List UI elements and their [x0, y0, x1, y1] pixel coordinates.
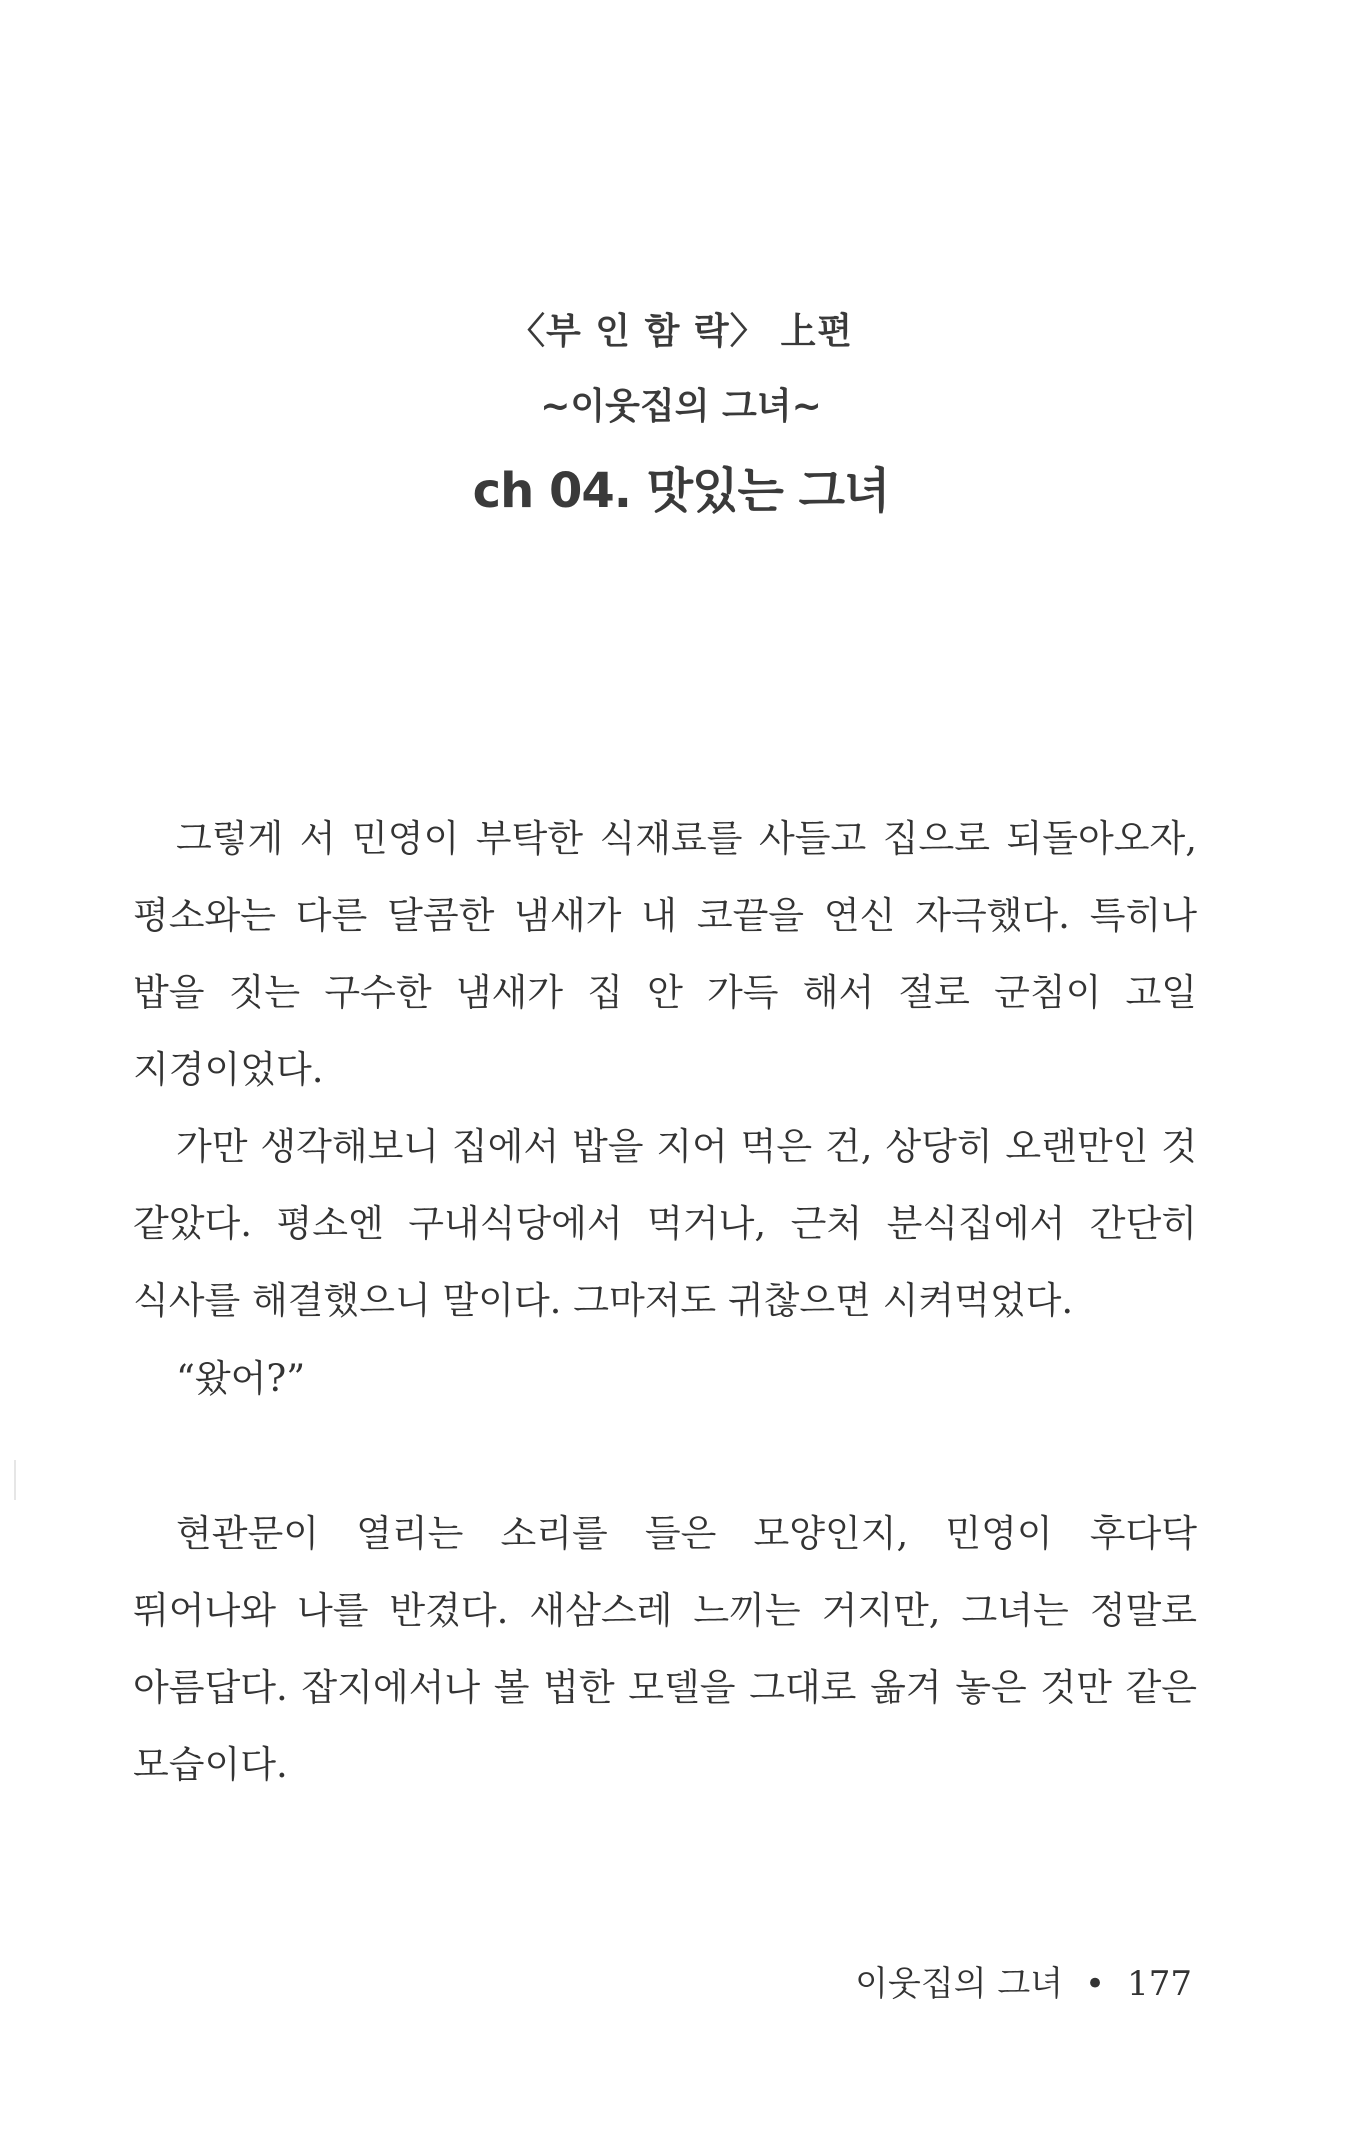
- page-number: 177: [1127, 1964, 1192, 2004]
- page-footer: [855, 1956, 1192, 2005]
- body-section-2: [133, 1495, 1197, 1803]
- page-edge-mark: [14, 1460, 16, 1500]
- dialogue-section: [133, 1340, 1197, 1417]
- bullet-separator: •: [1085, 1964, 1106, 2004]
- paragraph: 가만 생각해보니 집에서 밥을 지어 먹은 건, 상당히 오랜만인 것 같았다. 평소엔 구내식당에서 먹거나, 근처 분식집에서 간단히 식사를 해결했으니 말이다. 그마저도 귀찮으면 시켜먹었다.: [133, 1125, 1197, 1322]
- paragraph: 현관문이 열리는 소리를 들은 모양인지, 민영이 후다닥 뛰어나와 나를 반겼다. 새삼스레 느끼는 거지만, 그녀는 정말로 아름답다. 잡지에서나 볼 법한 모델을 그대로 옮겨 놓은 것만 같은 모습이다.: [133, 1512, 1197, 1786]
- episode-subtitle: ~이웃집의 그녀~: [540, 386, 822, 427]
- dialogue-line: “왔어?”: [176, 1357, 306, 1400]
- body-section-1: [133, 800, 1197, 1339]
- chapter-title: ch 04. 맛있는 그녀: [472, 463, 890, 519]
- series-title: 〈부 인 함 락〉 上편: [508, 311, 853, 352]
- running-title: 이웃집의 그녀: [855, 1964, 1064, 2004]
- paragraph: 그렇게 서 민영이 부탁한 식재료를 사들고 집으로 되돌아오자, 평소와는 다른 달콤한 냄새가 내 코끝을 연신 자극했다. 특히나 밥을 짓는 구수한 냄새가 집 안 가득 해서 절로 군침이 고일 지경이었다.: [133, 817, 1197, 1091]
